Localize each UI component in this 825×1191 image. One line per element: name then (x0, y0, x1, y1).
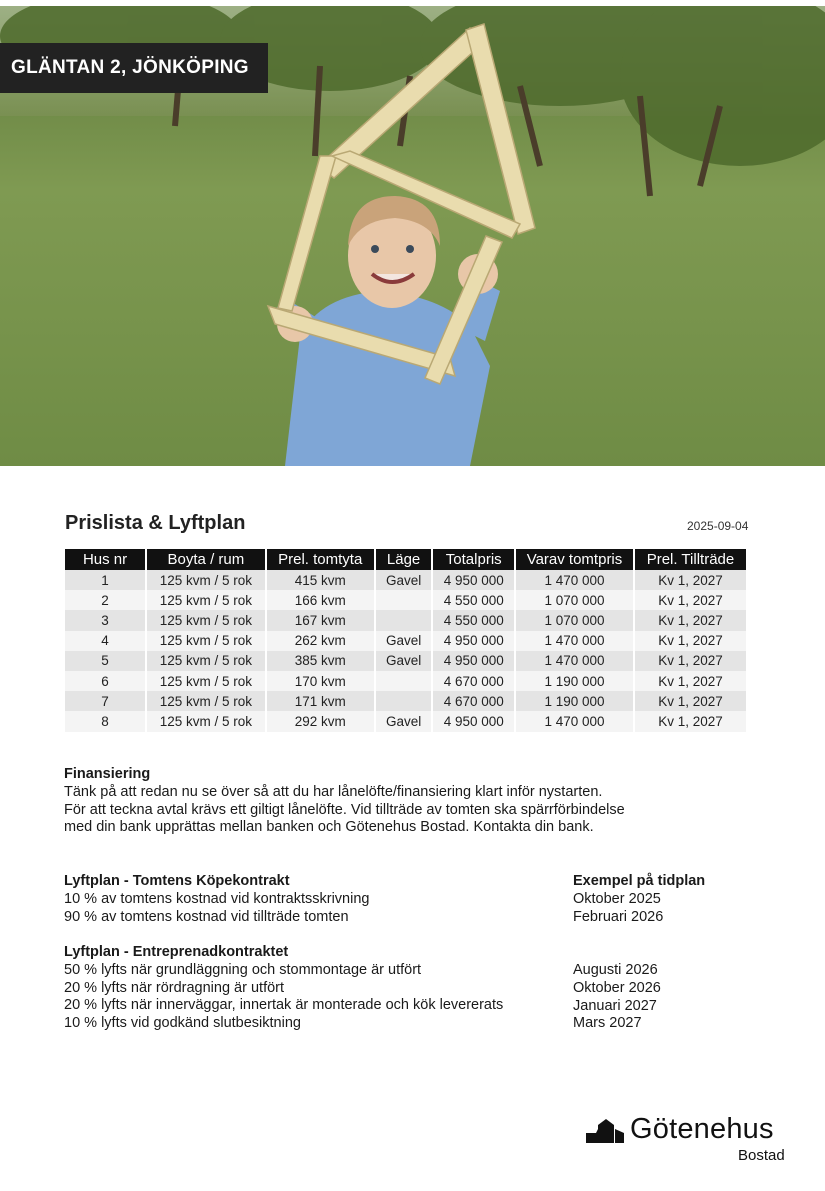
cell-tilltrade: Kv 1, 2027 (635, 691, 746, 711)
cell-hus-nr: 6 (65, 671, 147, 691)
cell-tilltrade: Kv 1, 2027 (635, 631, 746, 651)
cell-boyta: 125 kvm / 5 rok (147, 651, 267, 671)
table-row (65, 691, 746, 711)
financing-line: För att teckna avtal krävs ett giltigt lånelöfte. Vid tillträde av tomten ska spärrförbindelse (64, 801, 625, 818)
cell-tilltrade: Kv 1, 2027 (635, 590, 746, 610)
logo-name: Götenehus (630, 1113, 774, 1145)
cell-tilltrade: Kv 1, 2027 (635, 671, 746, 691)
timeline-date: Oktober 2026 (573, 979, 661, 996)
lyftplan-tomt-section (64, 873, 369, 926)
cell-tomtpris: 1 470 000 (516, 711, 635, 731)
lyftplan-item: 10 % av tomtens kostnad vid kontraktsskrivning (64, 890, 370, 907)
table-row (65, 610, 746, 630)
cell-lage (376, 610, 434, 630)
cell-totalpris: 4 950 000 (433, 570, 516, 590)
location-title: GLÄNTAN 2, JÖNKÖPING (0, 43, 268, 93)
timeline-heading: Exempel på tidplan (573, 873, 706, 889)
cell-lage (376, 590, 434, 610)
cell-hus-nr: 2 (65, 590, 147, 610)
cell-tomtpris: 1 470 000 (516, 631, 635, 651)
cell-hus-nr: 8 (65, 711, 147, 731)
financing-line: med din bank upprättas mellan banken och Götenehus Bostad. Kontakta din bank. (64, 819, 594, 836)
document-title: Prislista & Lyftplan (65, 512, 246, 534)
cell-lage (376, 671, 434, 691)
lyftplan-item: 90 % av tomtens kostnad vid tillträde tomten (64, 908, 349, 925)
lyftplan-item: 20 % lyfts när rördragning är utfört (64, 979, 285, 996)
timeline-date: Februari 2026 (573, 908, 664, 925)
timeline-date: Augusti 2026 (573, 962, 658, 978)
header-tomtyta: Prel. tomtyta (267, 549, 376, 570)
financing-heading: Finansiering (64, 766, 151, 782)
cell-tomtpris: 1 470 000 (516, 651, 635, 671)
cell-lage: Gavel (376, 570, 434, 590)
timeline-entreprenad (573, 962, 661, 1033)
cell-hus-nr: 3 (65, 610, 147, 630)
cell-lage: Gavel (376, 711, 434, 731)
cell-tomtyta: 415 kvm (267, 570, 376, 590)
lyftplan-entreprenad-heading: Lyftplan - Entreprenadkontraktet (64, 944, 289, 960)
financing-section (64, 766, 625, 837)
lyftplan-item: 10 % lyfts vid godkänd slutbesiktning (64, 1015, 301, 1032)
cell-boyta: 125 kvm / 5 rok (147, 631, 267, 651)
cell-tomtyta: 292 kvm (267, 711, 376, 731)
cell-hus-nr: 4 (65, 631, 147, 651)
lyftplan-tomt-heading: Lyftplan - Tomtens Köpekontrakt (64, 873, 290, 889)
cell-totalpris: 4 670 000 (433, 671, 516, 691)
lyftplan-item: 50 % lyfts när grundläggning och stommontage är utfört (64, 961, 422, 978)
lyftplan-item: 20 % lyfts när innerväggar, innertak är monterade och kök levererats (64, 997, 504, 1014)
price-table-header (65, 549, 746, 570)
table-row (65, 570, 746, 590)
cell-tomtyta: 166 kvm (267, 590, 376, 610)
header-tomtpris: Varav tomtpris (516, 549, 635, 570)
header-tilltrade: Prel. Tillträde (635, 549, 746, 570)
cell-tomtpris: 1 190 000 (516, 691, 635, 711)
cell-lage: Gavel (376, 651, 434, 671)
cell-tomtyta: 171 kvm (267, 691, 376, 711)
cell-totalpris: 4 550 000 (433, 590, 516, 610)
cell-tomtyta: 167 kvm (267, 610, 376, 630)
cell-tomtpris: 1 070 000 (516, 590, 635, 610)
timeline-date: Mars 2027 (573, 1015, 642, 1032)
cell-boyta: 125 kvm / 5 rok (147, 671, 267, 691)
cell-boyta: 125 kvm / 5 rok (147, 711, 267, 731)
header-boyta: Boyta / rum (147, 549, 267, 570)
cell-boyta: 125 kvm / 5 rok (147, 570, 267, 590)
cell-hus-nr: 7 (65, 691, 147, 711)
cell-totalpris: 4 550 000 (433, 610, 516, 630)
lyftplan-entreprenad-section (64, 944, 503, 1033)
header-hus-nr: Hus nr (65, 549, 147, 570)
header-totalpris: Totalpris (433, 549, 516, 570)
cell-tilltrade: Kv 1, 2027 (635, 651, 746, 671)
cell-lage: Gavel (376, 631, 434, 651)
cell-totalpris: 4 950 000 (433, 631, 516, 651)
table-row (65, 671, 746, 691)
document-date: 2025-09-04 (687, 519, 749, 533)
gotenehus-logo-icon (586, 1119, 626, 1149)
cell-totalpris: 4 950 000 (433, 651, 516, 671)
timeline-date: Januari 2027 (573, 997, 657, 1014)
table-row (65, 711, 746, 731)
cell-totalpris: 4 950 000 (433, 711, 516, 731)
cell-hus-nr: 5 (65, 651, 147, 671)
cell-hus-nr: 1 (65, 570, 147, 590)
cell-totalpris: 4 670 000 (433, 691, 516, 711)
cell-tomtpris: 1 070 000 (516, 610, 635, 630)
cell-tilltrade: Kv 1, 2027 (635, 570, 746, 590)
logo-sub: Bostad (738, 1147, 785, 1164)
cell-tomtyta: 262 kvm (267, 631, 376, 651)
table-row (65, 651, 746, 671)
table-row (65, 590, 746, 610)
table-row (65, 631, 746, 651)
timeline-date: Oktober 2025 (573, 890, 661, 907)
cell-tomtpris: 1 470 000 (516, 570, 635, 590)
cell-boyta: 125 kvm / 5 rok (147, 590, 267, 610)
financing-line: Tänk på att redan nu se över så att du har lånelöfte/finansiering klart inför nystarten. (64, 783, 603, 800)
cell-boyta: 125 kvm / 5 rok (147, 610, 267, 630)
cell-tomtyta: 385 kvm (267, 651, 376, 671)
cell-boyta: 125 kvm / 5 rok (147, 691, 267, 711)
cell-lage (376, 691, 434, 711)
gotenehus-logo (586, 1113, 796, 1168)
cell-tomtpris: 1 190 000 (516, 671, 635, 691)
cell-tomtyta: 170 kvm (267, 671, 376, 691)
cell-tilltrade: Kv 1, 2027 (635, 711, 746, 731)
price-table (65, 549, 746, 732)
header-lage: Läge (376, 549, 434, 570)
timeline-tomt (573, 873, 705, 926)
cell-tilltrade: Kv 1, 2027 (635, 610, 746, 630)
